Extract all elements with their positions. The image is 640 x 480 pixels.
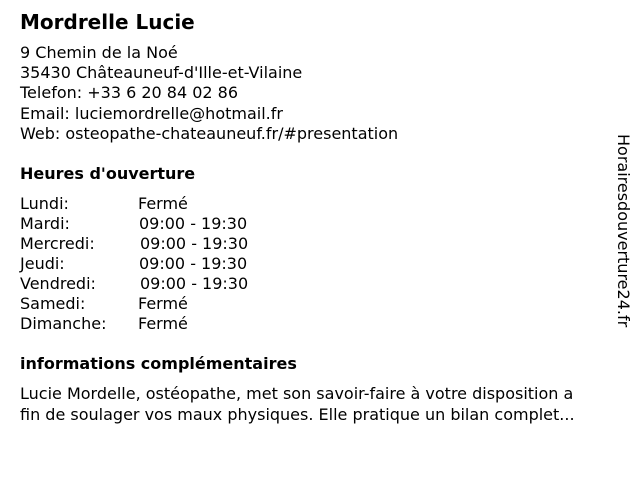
hours-row-tuesday bbox=[20, 214, 320, 234]
hours-value: 09:00 - 19:30 bbox=[140, 274, 249, 293]
hours-row-monday bbox=[20, 194, 320, 214]
website-url: Web: osteopathe-chateauneuf.fr/#presentation bbox=[20, 123, 399, 143]
hours-heading: Heures d'ouverture bbox=[20, 164, 196, 183]
hours-value: 09:00 - 19:30 bbox=[139, 254, 248, 273]
hours-row-saturday bbox=[20, 294, 320, 314]
description-line: Lucie Mordelle, ostéopathe, met son savoir-faire à votre disposition a bbox=[20, 384, 574, 403]
phone-number: Telefon: +33 6 20 84 02 86 bbox=[20, 83, 239, 103]
hours-value: Fermé bbox=[138, 194, 188, 213]
info-heading: informations complémentaires bbox=[20, 354, 297, 373]
hours-row-friday bbox=[20, 274, 320, 294]
hours-value: Fermé bbox=[138, 314, 188, 333]
description-line: fin de soulager vos maux physiques. Elle pratique un bilan complet... bbox=[20, 404, 575, 424]
hours-row-thursday bbox=[20, 254, 320, 274]
day-label: Vendredi: bbox=[20, 274, 96, 293]
day-label: Samedi: bbox=[20, 294, 86, 313]
description-text bbox=[20, 384, 625, 425]
address-city: 35430 Châteauneuf-d'Ille-et-Vilaine bbox=[20, 63, 303, 83]
contact-block bbox=[20, 43, 398, 144]
business-name: Mordrelle Lucie bbox=[20, 10, 195, 34]
day-label: Mercredi: bbox=[20, 234, 95, 253]
address-street: 9 Chemin de la Noé bbox=[20, 43, 178, 62]
hours-value: 09:00 - 19:30 bbox=[140, 234, 249, 253]
site-watermark: Horairesdouverture24.fr bbox=[614, 134, 633, 328]
day-label: Lundi: bbox=[20, 194, 69, 213]
day-label: Dimanche: bbox=[20, 314, 107, 333]
hours-row-wednesday bbox=[20, 234, 320, 254]
day-label: Mardi: bbox=[20, 214, 70, 233]
hours-row-sunday bbox=[20, 314, 320, 334]
email-address: Email: luciemordrelle@hotmail.fr bbox=[20, 103, 283, 123]
day-label: Jeudi: bbox=[20, 254, 65, 273]
hours-value: Fermé bbox=[138, 294, 188, 313]
opening-hours-table bbox=[20, 194, 320, 334]
hours-value: 09:00 - 19:30 bbox=[139, 214, 248, 233]
